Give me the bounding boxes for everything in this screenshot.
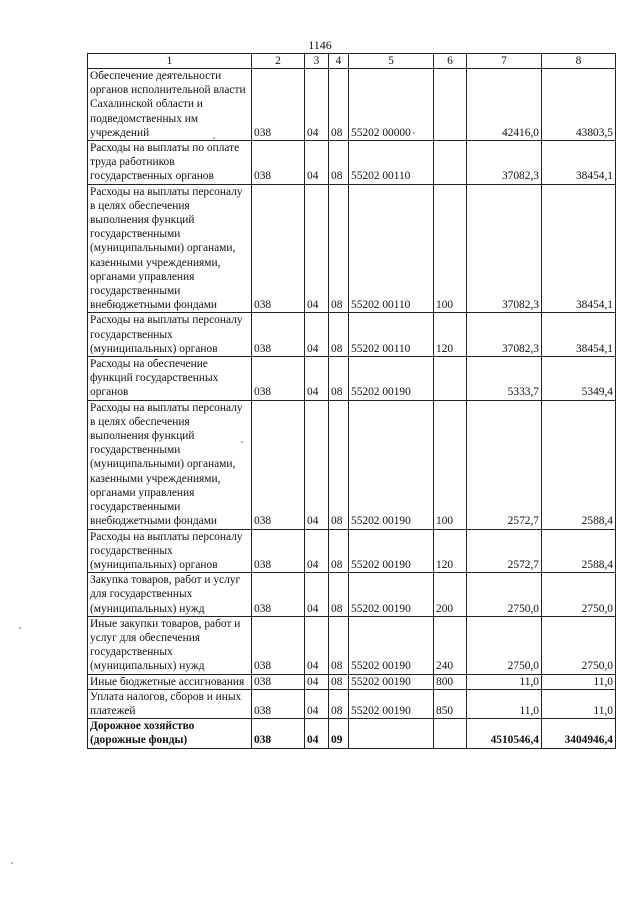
- table-row: [88, 573, 616, 617]
- row-name-cell: Дорожное хозяйство (дорожные фонды): [88, 719, 252, 748]
- amount-year1-cell: 37082,3: [467, 184, 542, 313]
- table-row: [88, 184, 616, 313]
- section-code-cell: 04: [305, 674, 329, 689]
- column-header: 2: [252, 54, 305, 69]
- subsection-code-cell: 08: [329, 529, 349, 573]
- subsection-code-cell: 08: [329, 141, 349, 185]
- section-code-cell: 04: [305, 616, 329, 674]
- expense-type-cell: 100: [434, 400, 467, 529]
- subsection-code-cell: 08: [329, 400, 349, 529]
- target-code-cell: 55202 00190: [349, 529, 434, 573]
- amount-year1-cell: 4510546,4: [467, 719, 542, 748]
- section-code-cell: 04: [305, 313, 329, 357]
- row-name-cell: Уплата налогов, сборов и иных платежей: [88, 689, 252, 718]
- amount-year1-cell: 42416,0: [467, 69, 542, 141]
- expense-type-cell: 850: [434, 689, 467, 718]
- budget-table: [87, 53, 616, 749]
- expense-type-cell: 200: [434, 573, 467, 617]
- row-name-cell: Обеспечение деятельности органов исполнительной власти Сахалинской области и подведомственных им учреждений: [88, 69, 252, 141]
- amount-year2-cell: 11,0: [542, 674, 616, 689]
- expense-type-cell: [434, 357, 467, 401]
- section-code-cell: 04: [305, 689, 329, 718]
- row-name-cell: Расходы на выплаты персоналу государственных (муниципальных) органов: [88, 529, 252, 573]
- page-number: 1146: [308, 38, 332, 52]
- scan-speck: [11, 862, 13, 864]
- row-name-cell: Расходы на обеспечение функций государственных органов: [88, 357, 252, 401]
- row-name-cell: Расходы на выплаты персоналу государственных (муниципальных) органов: [88, 313, 252, 357]
- section-code-cell: 04: [305, 141, 329, 185]
- admin-code-cell: 038: [252, 689, 305, 718]
- table-row: [88, 141, 616, 185]
- amount-year2-cell: 2588,4: [542, 400, 616, 529]
- amount-year1-cell: 2572,7: [467, 400, 542, 529]
- target-code-cell: 55202 00000: [349, 69, 434, 141]
- amount-year1-cell: 2750,0: [467, 573, 542, 617]
- column-header: 6: [434, 54, 467, 69]
- table-row: [88, 400, 616, 529]
- column-number-row: [88, 54, 616, 69]
- target-code-cell: 55202 00190: [349, 689, 434, 718]
- subsection-code-cell: 08: [329, 69, 349, 141]
- row-name-cell: Расходы на выплаты персоналу в целях обеспечения выполнения функций государственными (муниципальными) органами, казенными учреждениями, органами управления государственными внебюджетными фондами: [88, 184, 252, 313]
- amount-year2-cell: 3404946,4: [542, 719, 616, 748]
- subsection-code-cell: 08: [329, 616, 349, 674]
- amount-year2-cell: 11,0: [542, 689, 616, 718]
- expense-type-cell: [434, 719, 467, 748]
- admin-code-cell: 038: [252, 313, 305, 357]
- table-row: [88, 69, 616, 141]
- amount-year2-cell: 2750,0: [542, 573, 616, 617]
- amount-year2-cell: 38454,1: [542, 184, 616, 313]
- amount-year1-cell: 5333,7: [467, 357, 542, 401]
- scan-speck: [413, 132, 415, 134]
- scan-speck: [241, 441, 243, 443]
- subsection-code-cell: 08: [329, 674, 349, 689]
- admin-code-cell: 038: [252, 616, 305, 674]
- admin-code-cell: 038: [252, 184, 305, 313]
- amount-year2-cell: 2588,4: [542, 529, 616, 573]
- admin-code-cell: 038: [252, 400, 305, 529]
- amount-year1-cell: 11,0: [467, 689, 542, 718]
- expense-type-cell: 120: [434, 529, 467, 573]
- amount-year1-cell: 11,0: [467, 674, 542, 689]
- row-name-cell: Иные закупки товаров, работ и услуг для обеспечения государственных (муниципальных) нужд: [88, 616, 252, 674]
- amount-year2-cell: 5349,4: [542, 357, 616, 401]
- admin-code-cell: 038: [252, 719, 305, 748]
- amount-year1-cell: 2572,7: [467, 529, 542, 573]
- subsection-code-cell: 08: [329, 184, 349, 313]
- column-header: 7: [467, 54, 542, 69]
- admin-code-cell: 038: [252, 573, 305, 617]
- amount-year2-cell: 38454,1: [542, 141, 616, 185]
- admin-code-cell: 038: [252, 357, 305, 401]
- column-header: 8: [542, 54, 616, 69]
- target-code-cell: 55202 00110: [349, 184, 434, 313]
- amount-year1-cell: 37082,3: [467, 313, 542, 357]
- amount-year2-cell: 38454,1: [542, 313, 616, 357]
- amount-year2-cell: 2750,0: [542, 616, 616, 674]
- target-code-cell: [349, 719, 434, 748]
- section-code-cell: 04: [305, 69, 329, 141]
- table-row: [88, 616, 616, 674]
- target-code-cell: 55202 00190: [349, 357, 434, 401]
- column-header: 4: [329, 54, 349, 69]
- expense-type-cell: [434, 141, 467, 185]
- admin-code-cell: 038: [252, 674, 305, 689]
- table-row: [88, 313, 616, 357]
- subsection-code-cell: 08: [329, 689, 349, 718]
- amount-year1-cell: 2750,0: [467, 616, 542, 674]
- row-name-cell: Закупка товаров, работ и услуг для государственных (муниципальных) нужд: [88, 573, 252, 617]
- table-row: [88, 719, 616, 748]
- subsection-code-cell: 08: [329, 357, 349, 401]
- subsection-code-cell: 09: [329, 719, 349, 748]
- section-code-cell: 04: [305, 529, 329, 573]
- column-header: 3: [305, 54, 329, 69]
- subsection-code-cell: 08: [329, 573, 349, 617]
- admin-code-cell: 038: [252, 141, 305, 185]
- target-code-cell: 55202 00110: [349, 141, 434, 185]
- target-code-cell: 55202 00190: [349, 616, 434, 674]
- row-name-cell: Иные бюджетные ассигнования: [88, 674, 252, 689]
- table-row: [88, 529, 616, 573]
- column-header: 5: [349, 54, 434, 69]
- amount-year1-cell: 37082,3: [467, 141, 542, 185]
- section-code-cell: 04: [305, 400, 329, 529]
- amount-year2-cell: 43803,5: [542, 69, 616, 141]
- target-code-cell: 55202 00190: [349, 400, 434, 529]
- expense-type-cell: 120: [434, 313, 467, 357]
- section-code-cell: 04: [305, 357, 329, 401]
- target-code-cell: 55202 00190: [349, 573, 434, 617]
- table-row: [88, 689, 616, 718]
- expense-type-cell: 240: [434, 616, 467, 674]
- row-name-cell: Расходы на выплаты по оплате труда работников государственных органов: [88, 141, 252, 185]
- table-row: [88, 674, 616, 689]
- scan-speck: [19, 627, 21, 629]
- target-code-cell: 55202 00190: [349, 674, 434, 689]
- target-code-cell: 55202 00110: [349, 313, 434, 357]
- admin-code-cell: 038: [252, 69, 305, 141]
- column-header: 1: [88, 54, 252, 69]
- admin-code-cell: 038: [252, 529, 305, 573]
- table-row: [88, 357, 616, 401]
- expense-type-cell: 100: [434, 184, 467, 313]
- row-name-cell: Расходы на выплаты персоналу в целях обеспечения выполнения функций государственными (муниципальными) органами, казенными учреждениями, органами управления государственными внебюджетными фондами: [88, 400, 252, 529]
- section-code-cell: 04: [305, 184, 329, 313]
- section-code-cell: 04: [305, 573, 329, 617]
- expense-type-cell: [434, 69, 467, 141]
- section-code-cell: 04: [305, 719, 329, 748]
- scan-speck: [213, 137, 215, 139]
- expense-type-cell: 800: [434, 674, 467, 689]
- subsection-code-cell: 08: [329, 313, 349, 357]
